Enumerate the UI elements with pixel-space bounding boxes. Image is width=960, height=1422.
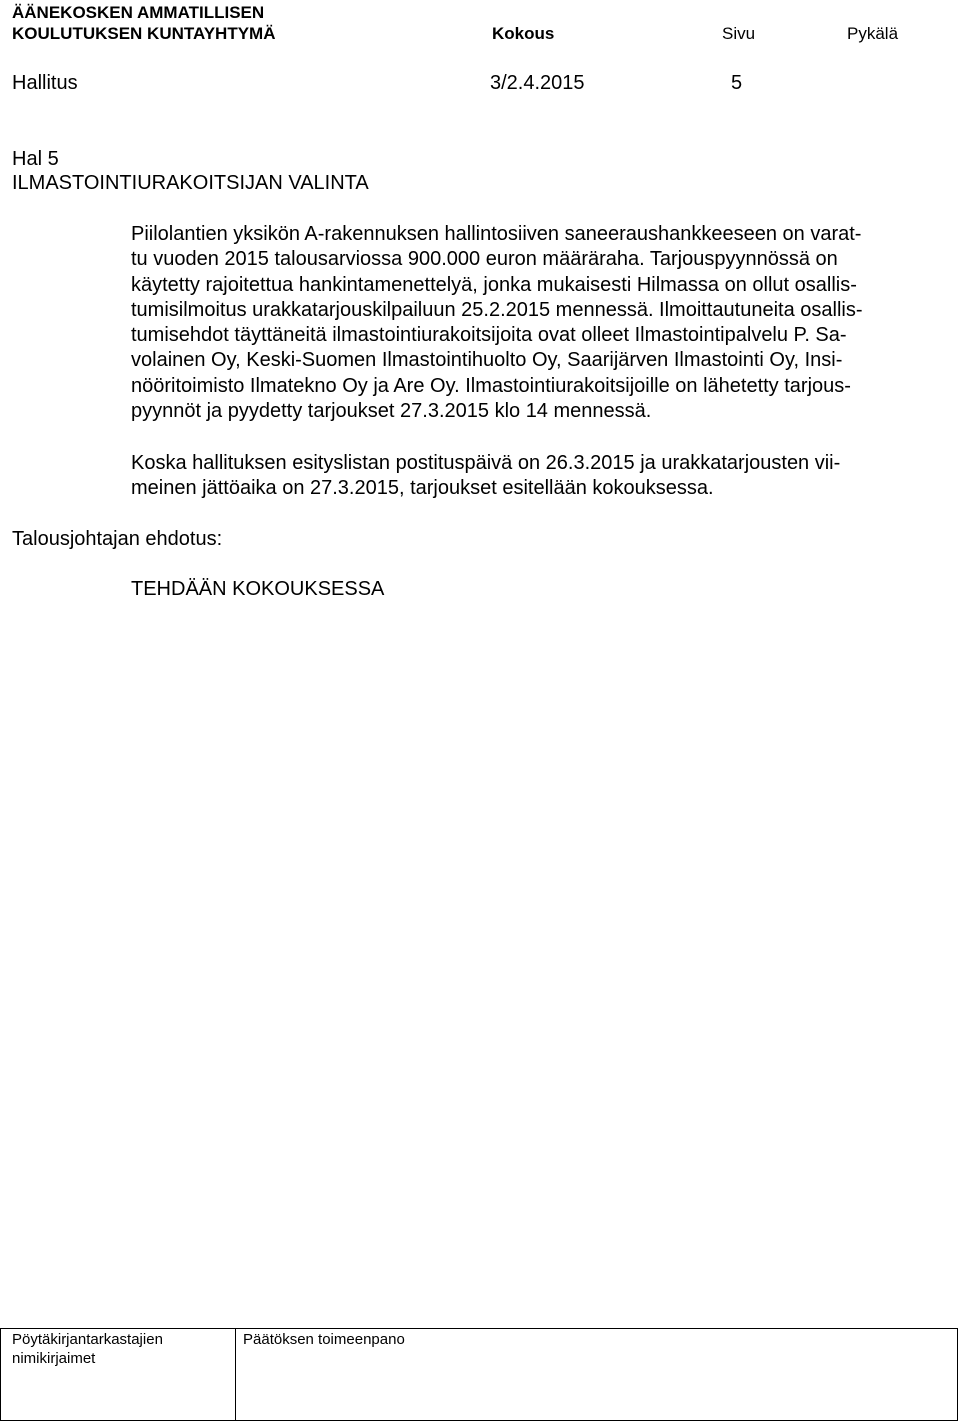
paragraph-line: tumisehdot täyttäneitä ilmastointiurakoitsijoita ovat olleet Ilmastointipalvelu P. Sa- — [131, 324, 847, 347]
paragraph-line: käytetty rajoitettua hankintamenettelyä, jonka mukaisesti Hilmassa on ollut osallis- — [131, 273, 857, 296]
body-paragraph-1 — [131, 222, 862, 424]
reviewers-initials-label-line2: nimikirjaimet — [12, 1350, 96, 1367]
governing-body: Hallitus — [12, 72, 78, 94]
body-paragraph-2 — [131, 451, 840, 502]
paragraph-line: tu vuoden 2015 talousarviossa 900.000 euron määräraha. Tarjouspyynnössä on — [131, 248, 838, 271]
section-title: ILMASTOINTIURAKOITSIJAN VALINTA — [12, 172, 369, 194]
proposal-label: Talousjohtajan ehdotus: — [12, 528, 223, 550]
decision-execution-label: Päätöksen toimeenpano — [243, 1331, 405, 1348]
paragraph-line: pyynnöt ja pyydetty tarjoukset 27.3.2015 klo 14 mennessä. — [131, 400, 652, 423]
organization-name-line2: KOULUTUKSEN KUNTAYHTYMÄ — [12, 24, 276, 43]
page-column-label: Sivu — [722, 24, 756, 43]
meeting-column-label: Kokous — [492, 24, 555, 43]
paragraph-line: Piilolantien yksikön A-rakennuksen hallintosiiven saneeraushankkeeseen on varat- — [131, 223, 862, 245]
meeting-date: 3/2.4.2015 — [490, 72, 585, 94]
organization-name-line1: ÄÄNEKOSKEN AMMATILLISEN — [12, 3, 265, 22]
paragraph-line: volainen Oy, Keski-Suomen Ilmastointihuolto Oy, Saarijärven Ilmastointi Oy, Insi- — [131, 349, 843, 372]
paragraph-line: nööritoimisto Ilmatekno Oy ja Are Oy. Ilmastointiurakoitsijoille on lähetetty tarjous- — [131, 374, 851, 397]
section-column-label: Pykälä — [847, 24, 899, 43]
section-number: Hal 5 — [12, 148, 59, 170]
proposal-text: TEHDÄÄN KOKOUKSESSA — [131, 578, 385, 600]
reviewers-initials-label: Pöytäkirjantarkastajien — [12, 1331, 163, 1348]
paragraph-line: meinen jättöaika on 27.3.2015, tarjoukset esitellään kokouksessa. — [131, 477, 714, 500]
paragraph-line: Koska hallituksen esityslistan postituspäivä on 26.3.2015 ja urakkatarjousten vii- — [131, 452, 841, 474]
page-number: 5 — [731, 72, 743, 94]
paragraph-line: tumisilmoitus urakkatarjouskilpailuun 25.2.2015 mennessä. Ilmoittautuneita osallis- — [131, 298, 863, 321]
